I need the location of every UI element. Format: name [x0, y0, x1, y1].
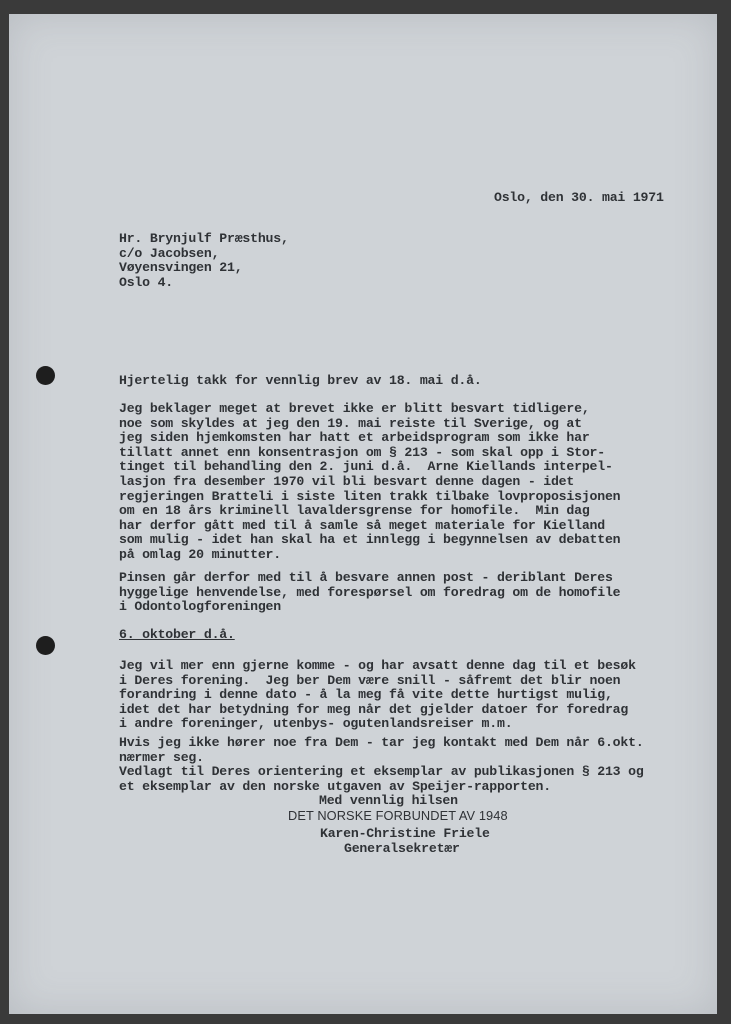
text-line: Pinsen går derfor med til å besvare annen post - deriblant Deres — [119, 570, 613, 585]
recipient-address — [119, 232, 289, 290]
text-line: regjeringen Bratteli i siste liten trakk tilbake lovproposisjonen — [119, 488, 621, 504]
text-line: forandring i denne dato - å la meg få vite dette hurtigst mulig, — [119, 687, 613, 703]
text-line: nærmer seg. — [119, 749, 204, 765]
date-heading: 6. oktober d.å. — [119, 627, 235, 642]
text-line: et eksemplar av den norske utgaven av Speijer-rapporten. — [119, 778, 551, 794]
address-line: Hr. Brynjulf Præsthus, — [119, 231, 289, 246]
text-line: Vedlagt til Deres orientering et eksemplar av publikasjonen § 213 og — [119, 764, 644, 779]
body-paragraph-5 — [119, 765, 644, 794]
letter-page — [9, 14, 717, 1014]
signatory-title: Generalsekretær — [344, 841, 460, 856]
closing-greeting: Med vennlig hilsen — [319, 793, 458, 808]
text-line: i Odontologforeningen — [119, 599, 281, 615]
text-line: lasjon fra desember 1970 vil bli besvart denne dagen - idet — [119, 473, 575, 489]
punch-hole-upper — [36, 366, 55, 385]
text-line: om en 18 års kriminell lavaldersgrense for homofile. Min dag — [119, 503, 590, 519]
signatory-name: Karen-Christine Friele — [320, 826, 490, 841]
text-line: har derfor gått med til å samle så meget materiale for Kielland — [119, 517, 605, 533]
body-paragraph-4 — [119, 736, 644, 765]
body-paragraph-1 — [119, 402, 620, 563]
address-line: Oslo 4. — [119, 274, 173, 290]
text-line: noe som skyldes at jeg den 19. mai reiste til Sverige, og at — [119, 415, 582, 431]
text-line: jeg siden hjemkomsten har hatt et arbeidsprogram som ikke har — [119, 430, 590, 446]
punch-hole-lower — [36, 636, 55, 655]
text-line: idet det har betydning for meg når det gjelder datoer for foredrag — [119, 701, 629, 717]
text-line: som mulig - idet han skal ha et innlegg i begynnelsen av debatten — [119, 532, 621, 548]
text-line: i andre foreninger, utenbys- ogutenlandsreiser m.m. — [119, 716, 513, 732]
text-line: tinget til behandling den 2. juni d.å. Arne Kiellands interpel- — [119, 459, 613, 475]
text-line: på omlag 20 minutter. — [119, 546, 281, 562]
text-line: Jeg beklager meget at brevet ikke er blitt besvart tidligere, — [119, 401, 590, 416]
address-line: Vøyensvingen 21, — [119, 260, 243, 276]
text-line: tillatt annet enn konsentrasjon om § 213 - som skal opp i Stor- — [119, 444, 605, 460]
organization-name: DET NORSKE FORBUNDET AV 1948 — [288, 808, 508, 823]
body-paragraph-3 — [119, 659, 636, 732]
text-line: Hvis jeg ikke hører noe fra Dem - tar jeg kontakt med Dem når 6.okt. — [119, 735, 644, 750]
date-line: Oslo, den 30. mai 1971 — [494, 190, 664, 205]
text-line: Jeg vil mer enn gjerne komme - og har avsatt denne dag til et besøk — [119, 658, 636, 673]
text-line: i Deres forening. Jeg ber Dem være snill - såfremt det blir noen — [119, 672, 621, 688]
body-paragraph-2 — [119, 571, 620, 615]
text-line: hyggelige henvendelse, med forespørsel om foredrag om de homofile — [119, 584, 621, 600]
opening-paragraph: Hjertelig takk for vennlig brev av 18. mai d.å. — [119, 373, 482, 388]
address-line: c/o Jacobsen, — [119, 245, 220, 261]
